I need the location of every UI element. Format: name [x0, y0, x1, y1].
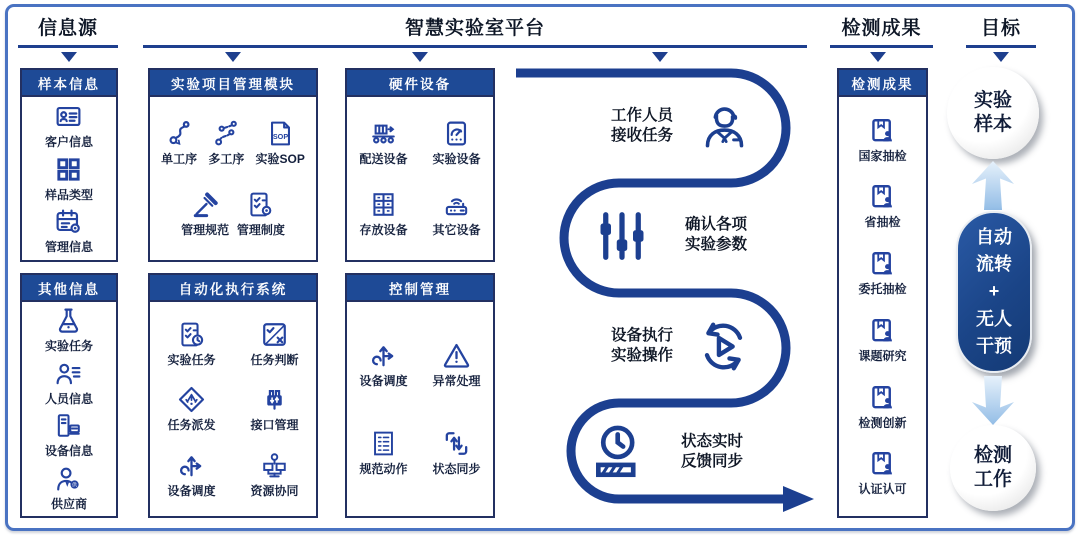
list-item	[858, 116, 906, 164]
clock-feedback-icon	[588, 421, 650, 483]
list-item	[858, 449, 906, 497]
triangle-marker-icon	[225, 52, 241, 62]
hardware-body	[347, 97, 493, 260]
list-item	[45, 411, 93, 459]
wifi-router-icon	[442, 190, 471, 219]
machine-icon	[54, 411, 83, 440]
automation-box	[148, 273, 318, 518]
sample-info-body	[22, 97, 116, 260]
sync-arrows-icon	[442, 429, 471, 458]
flow-arrowhead-icon	[783, 486, 814, 512]
certificate-book-icon	[868, 116, 897, 145]
item-label: 资源协同	[250, 483, 299, 498]
warning-triangle-icon	[442, 341, 471, 370]
list-item	[359, 341, 407, 389]
goal-pill-line: +	[988, 281, 1000, 302]
certificate-book-icon	[868, 182, 897, 211]
list-item	[432, 429, 480, 477]
goal-circle-line: 实验	[973, 90, 1012, 112]
item-label: 课题研究	[858, 348, 907, 363]
calendar-gear-icon	[54, 207, 83, 236]
project-module-title: 实验项目管理模块	[150, 70, 316, 97]
hardware-box	[345, 68, 495, 262]
play-cycle-icon	[696, 319, 751, 374]
header-info-source-underline	[18, 45, 118, 48]
branch-arrows-icon	[177, 451, 206, 480]
list-item	[45, 102, 93, 150]
list-item	[256, 119, 305, 167]
item-label: 客户信息	[44, 134, 93, 149]
header-results-underline	[830, 45, 933, 48]
diamond-dispatch-icon	[177, 385, 206, 414]
item-label: 多工序	[208, 152, 245, 167]
flow-step-line: 反馈同步	[680, 453, 743, 471]
list-item	[858, 316, 906, 364]
triangle-marker-icon	[61, 52, 77, 62]
flow-step-line: 实验操作	[610, 347, 673, 365]
check-x-icon	[260, 320, 289, 349]
list-item	[45, 207, 93, 255]
sop-doc-icon	[266, 119, 295, 148]
automation-title: 自动化执行系统	[150, 275, 316, 302]
header-goal-underline	[966, 45, 1036, 48]
other-info-body	[22, 302, 116, 516]
flow-step-3-text	[592, 326, 692, 366]
item-label: 管理信息	[44, 240, 93, 255]
list-item	[359, 190, 407, 238]
flow-step-line: 状态实时	[680, 433, 743, 450]
project-module-box	[148, 68, 318, 262]
list-item	[237, 190, 285, 238]
list-item	[250, 451, 298, 499]
item-label: 设备信息	[44, 444, 93, 459]
flow-step-line: 确认各项	[684, 216, 747, 233]
item-label: 设备调度	[167, 483, 216, 498]
doc-checklist-icon	[369, 429, 398, 458]
list-item	[858, 383, 906, 431]
single-flow-icon	[165, 119, 194, 148]
item-label: 实验任务	[167, 352, 216, 367]
goal-top-circle	[947, 67, 1039, 159]
branch-arrows-icon	[369, 341, 398, 370]
sliders-icon	[592, 206, 652, 266]
item-label: 规范动作	[359, 461, 408, 476]
item-label: 供应商	[50, 496, 87, 511]
item-label: 人员信息	[44, 391, 93, 406]
item-label: 样品类型	[44, 187, 93, 202]
list-item	[181, 190, 229, 238]
list-item	[858, 249, 906, 297]
results-box-title: 检测成果	[839, 70, 926, 97]
project-module-body	[150, 97, 316, 260]
flow-step-2-text	[666, 215, 766, 255]
goal-circle-line: 工作	[973, 469, 1012, 490]
conveyor-icon	[369, 119, 398, 148]
storage-cabinet-icon	[369, 190, 398, 219]
list-item	[51, 464, 87, 512]
header-platform-underline	[143, 45, 807, 48]
triangle-marker-icon	[993, 52, 1009, 62]
header-results: 检测成果	[841, 18, 922, 39]
list-item	[167, 320, 215, 368]
item-label: 异常处理	[432, 374, 481, 389]
hardware-title: 硬件设备	[347, 70, 493, 97]
control-body	[347, 302, 493, 516]
item-label: 任务判断	[250, 352, 299, 367]
goal-pill-line: 流转	[976, 253, 1012, 274]
header-platform: 智慧实验室平台	[404, 18, 545, 39]
sample-info-box	[20, 68, 118, 262]
list-item	[359, 429, 407, 477]
item-label: 配送设备	[359, 152, 408, 167]
list-item	[250, 385, 298, 433]
list-item	[45, 155, 93, 203]
goal-circle-line: 检测	[973, 445, 1012, 467]
item-label: 实验设备	[432, 152, 481, 167]
results-box	[837, 68, 928, 518]
list-item	[167, 451, 215, 499]
supplier-person-icon	[54, 464, 83, 493]
person-list-icon	[54, 359, 83, 388]
item-label: 状态同步	[432, 461, 481, 476]
header-info-source: 信息源	[37, 18, 98, 39]
list-item	[432, 190, 480, 238]
flow-step-4-text	[662, 432, 762, 472]
goal-pill-line: 自动	[976, 226, 1012, 247]
goal-bottom-circle	[950, 425, 1036, 511]
checklist-gear-icon	[246, 190, 275, 219]
list-item	[432, 119, 480, 167]
sample-info-title: 样本信息	[22, 70, 116, 97]
project-row-1	[150, 119, 316, 167]
up-arrow-icon	[971, 160, 1015, 210]
item-label: 检测创新	[858, 415, 907, 430]
certificate-book-icon	[868, 449, 897, 478]
gavel-icon	[191, 190, 220, 219]
multi-flow-icon	[212, 119, 241, 148]
project-row-2	[173, 190, 293, 238]
item-label: 实验SOP	[255, 152, 305, 167]
flow-step-line: 工作人员	[610, 107, 673, 124]
triangle-marker-icon	[412, 52, 428, 62]
down-arrow-icon	[971, 376, 1015, 426]
list-item	[250, 320, 298, 368]
grid-squares-icon	[54, 155, 83, 184]
item-label: 实验任务	[44, 339, 93, 354]
certificate-book-icon	[868, 316, 897, 345]
item-label: 省抽检	[864, 215, 901, 230]
goal-pill-line: 干预	[976, 336, 1012, 357]
item-label: 国家抽检	[858, 148, 907, 163]
flow-step-line: 接收任务	[610, 127, 673, 145]
worker-icon	[699, 101, 750, 152]
flask-icon	[54, 306, 83, 335]
goal-circle-line: 样本	[973, 114, 1012, 135]
item-label: 存放设备	[359, 222, 408, 237]
goal-pill	[956, 211, 1032, 373]
flow-step-line: 实验参数	[684, 236, 747, 254]
list-item	[208, 119, 244, 167]
gauge-device-icon	[442, 119, 471, 148]
item-label: 其它设备	[432, 222, 481, 237]
control-title: 控制管理	[347, 275, 493, 302]
triangle-marker-icon	[870, 52, 886, 62]
item-label: 设备调度	[359, 374, 408, 389]
flow-step-line: 设备执行	[610, 327, 673, 344]
connector-icon	[260, 385, 289, 414]
item-label: 认证认可	[858, 482, 907, 497]
list-item	[167, 385, 215, 433]
checklist-clock-icon	[177, 320, 206, 349]
goal-pill-line: 无人	[976, 308, 1012, 329]
control-box	[345, 273, 495, 518]
flow-step-1-text	[592, 106, 692, 146]
item-label: 任务派发	[167, 418, 216, 432]
automation-body	[150, 302, 316, 516]
list-item	[45, 359, 93, 407]
item-label: 管理规范	[181, 222, 230, 237]
triangle-marker-icon	[652, 52, 668, 62]
id-card-icon	[54, 102, 83, 131]
certificate-book-icon	[868, 383, 897, 412]
results-body	[839, 97, 926, 516]
header-goal: 目标	[980, 18, 1021, 39]
item-label: 单工序	[161, 152, 198, 167]
item-label: 管理制度	[236, 222, 285, 237]
people-network-icon	[260, 451, 289, 480]
list-item	[359, 119, 407, 167]
item-label: 接口管理	[250, 418, 299, 432]
other-info-title: 其他信息	[22, 275, 116, 302]
list-item	[161, 119, 197, 167]
other-info-box	[20, 273, 118, 518]
list-item	[45, 306, 93, 354]
item-label: 委托抽检	[858, 282, 907, 297]
list-item	[432, 341, 480, 389]
certificate-book-icon	[868, 249, 897, 278]
list-item	[864, 182, 900, 230]
